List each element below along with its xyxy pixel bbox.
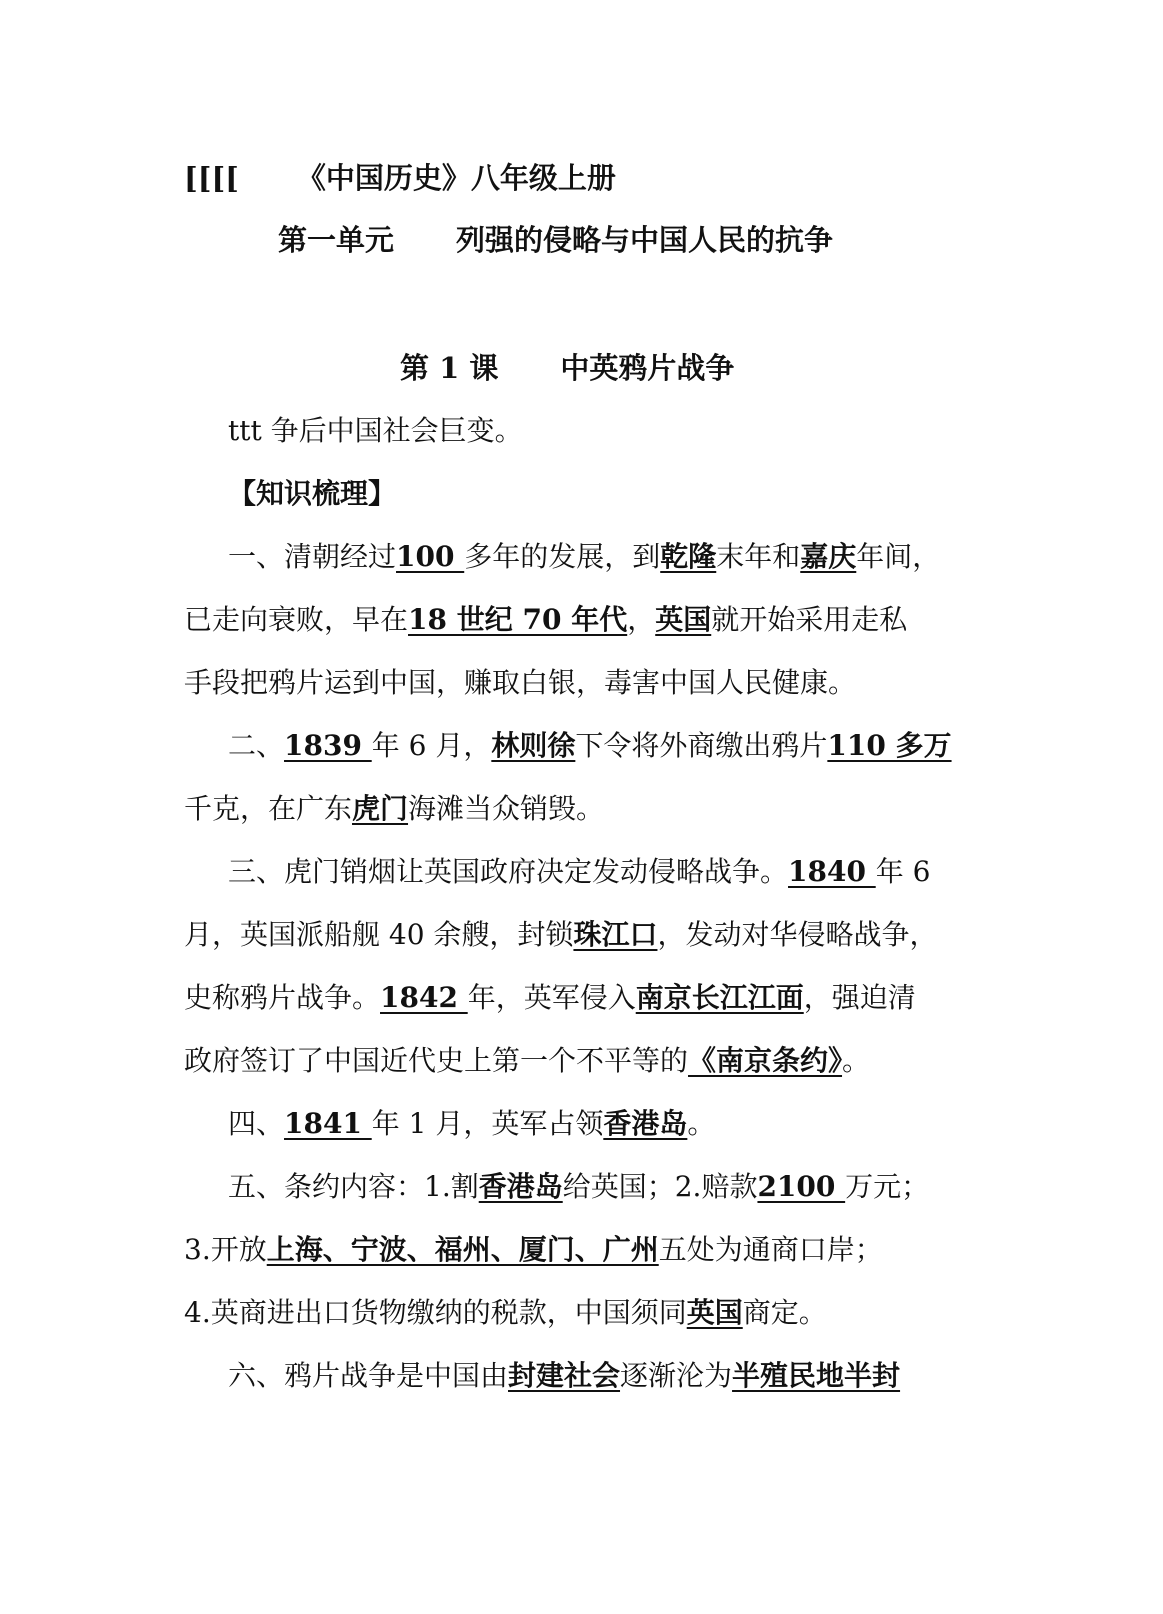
text-segment: 一、清朝经过 <box>228 540 397 573</box>
text-segment: 就开始采用走私 <box>711 603 908 636</box>
text-segment: 下令将外商缴出鸦片 <box>575 729 828 762</box>
underlined-answer: 南京长江江面 <box>635 981 804 1014</box>
underlined-answer: 乾隆 <box>660 540 717 573</box>
text-segment: 已走向衰败，早在 <box>184 603 409 636</box>
paragraph-5-line-1 <box>228 1169 929 1205</box>
underlined-answer: 香港岛 <box>478 1170 563 1203</box>
text-segment: ，强迫清 <box>803 981 916 1014</box>
paragraph-3-line-2 <box>184 917 937 953</box>
underlined-answer: 2100 <box>757 1170 846 1203</box>
text-segment: 3.开放 <box>184 1233 267 1266</box>
paragraph-5-line-2 <box>184 1232 883 1268</box>
underlined-answer: 香港岛 <box>603 1107 688 1140</box>
underlined-answer: 英国 <box>655 603 712 636</box>
underlined-answer: 100 <box>396 540 465 573</box>
paragraph-3-line-4 <box>184 1043 870 1079</box>
paragraph-1-line-3: 手段把鸦片运到中国，赚取白银，毒害中国人民健康。 <box>184 666 857 699</box>
underlined-answer: 嘉庆 <box>800 540 857 573</box>
text-segment: ， <box>627 603 656 636</box>
text-segment: 四、 <box>228 1107 285 1140</box>
text-segment: 年 1 月，英军占领 <box>371 1107 604 1140</box>
header-prefix: [[[[ <box>184 161 239 195</box>
paragraph-3-line-3 <box>184 980 916 1016</box>
text-segment: 五处为通商口岸； <box>658 1233 883 1266</box>
underlined-answer: 18 世纪 70 年代 <box>408 603 628 636</box>
section-heading: 【知识梳理】 <box>228 477 397 510</box>
lesson-title: 中英鸦片战争 <box>560 351 735 385</box>
text-segment: 三、虎门销烟让英国政府决定发动侵略战争。 <box>228 855 789 888</box>
paragraph-5-line-3 <box>184 1295 827 1331</box>
text-segment: 月，英国派船舰 40 余艘，封锁 <box>184 918 574 951</box>
text-segment: 商定。 <box>742 1296 827 1329</box>
text-segment: 六、鸦片战争是中国由 <box>228 1359 509 1392</box>
text-segment: 多年的发展，到 <box>464 540 661 573</box>
unit-title-line <box>278 222 833 258</box>
text-segment: 给英国；2.赔款 <box>562 1170 758 1203</box>
text-segment: 年 6 <box>875 855 931 888</box>
text-segment: 年，英军侵入 <box>467 981 636 1014</box>
underlined-answer: 半殖民地半封 <box>732 1359 901 1392</box>
text-segment: 。 <box>842 1044 871 1077</box>
text-segment: 海滩当众销毁。 <box>408 792 605 825</box>
underlined-answer: 林则徐 <box>491 729 576 762</box>
text-segment: 逐渐沦为 <box>620 1359 733 1392</box>
underlined-answer: 封建社会 <box>508 1359 621 1392</box>
text-segment: 史称鸦片战争。 <box>184 981 381 1014</box>
paragraph-2-line-1 <box>228 728 952 764</box>
paragraph-1-line-2 <box>184 602 907 638</box>
underlined-answer: 珠江口 <box>573 918 658 951</box>
lesson-label: 第 1 课 <box>400 351 499 385</box>
text-segment: 年间， <box>856 540 941 573</box>
paragraph-2-line-2 <box>184 791 604 827</box>
intro-line: ttt 争后中国社会巨变。 <box>228 414 523 447</box>
underlined-answer: 上海、宁波、福州、厦门、广州 <box>266 1233 659 1266</box>
text-segment: 4.英商进出口货物缴纳的税款，中国须同 <box>184 1296 687 1329</box>
text-segment: 二、 <box>228 729 285 762</box>
paragraph-3-line-1 <box>228 854 930 890</box>
text-segment: 。 <box>687 1107 716 1140</box>
underlined-answer: 1841 <box>284 1107 372 1140</box>
underlined-answer: 《南京条约》 <box>688 1044 843 1077</box>
text-segment: ，发动对华侵略战争， <box>657 918 938 951</box>
book-title-line <box>184 160 616 196</box>
text-segment: 末年和 <box>716 540 801 573</box>
underlined-answer: 1840 <box>788 855 876 888</box>
text-segment: 政府签订了中国近代史上第一个不平等的 <box>184 1044 689 1077</box>
paragraph-4-line-1 <box>228 1106 715 1142</box>
book-title: 《中国历史》八年级上册 <box>296 161 616 195</box>
underlined-answer: 110 多万 <box>827 729 952 762</box>
text-segment: 五、条约内容：1.割 <box>228 1170 479 1203</box>
underlined-answer: 1839 <box>284 729 372 762</box>
unit-title: 列强的侵略与中国人民的抗争 <box>456 223 834 257</box>
text-segment: 千克，在广东 <box>184 792 353 825</box>
text-segment: 年 6 月， <box>371 729 492 762</box>
unit-label: 第一单元 <box>278 223 395 257</box>
paragraph-6-line-1 <box>228 1358 900 1394</box>
lesson-title-line <box>400 350 734 386</box>
paragraph-1-line-1 <box>228 539 940 575</box>
underlined-answer: 英国 <box>686 1296 743 1329</box>
text-segment: 万元； <box>845 1170 930 1203</box>
underlined-answer: 1842 <box>380 981 468 1014</box>
underlined-answer: 虎门 <box>352 792 409 825</box>
